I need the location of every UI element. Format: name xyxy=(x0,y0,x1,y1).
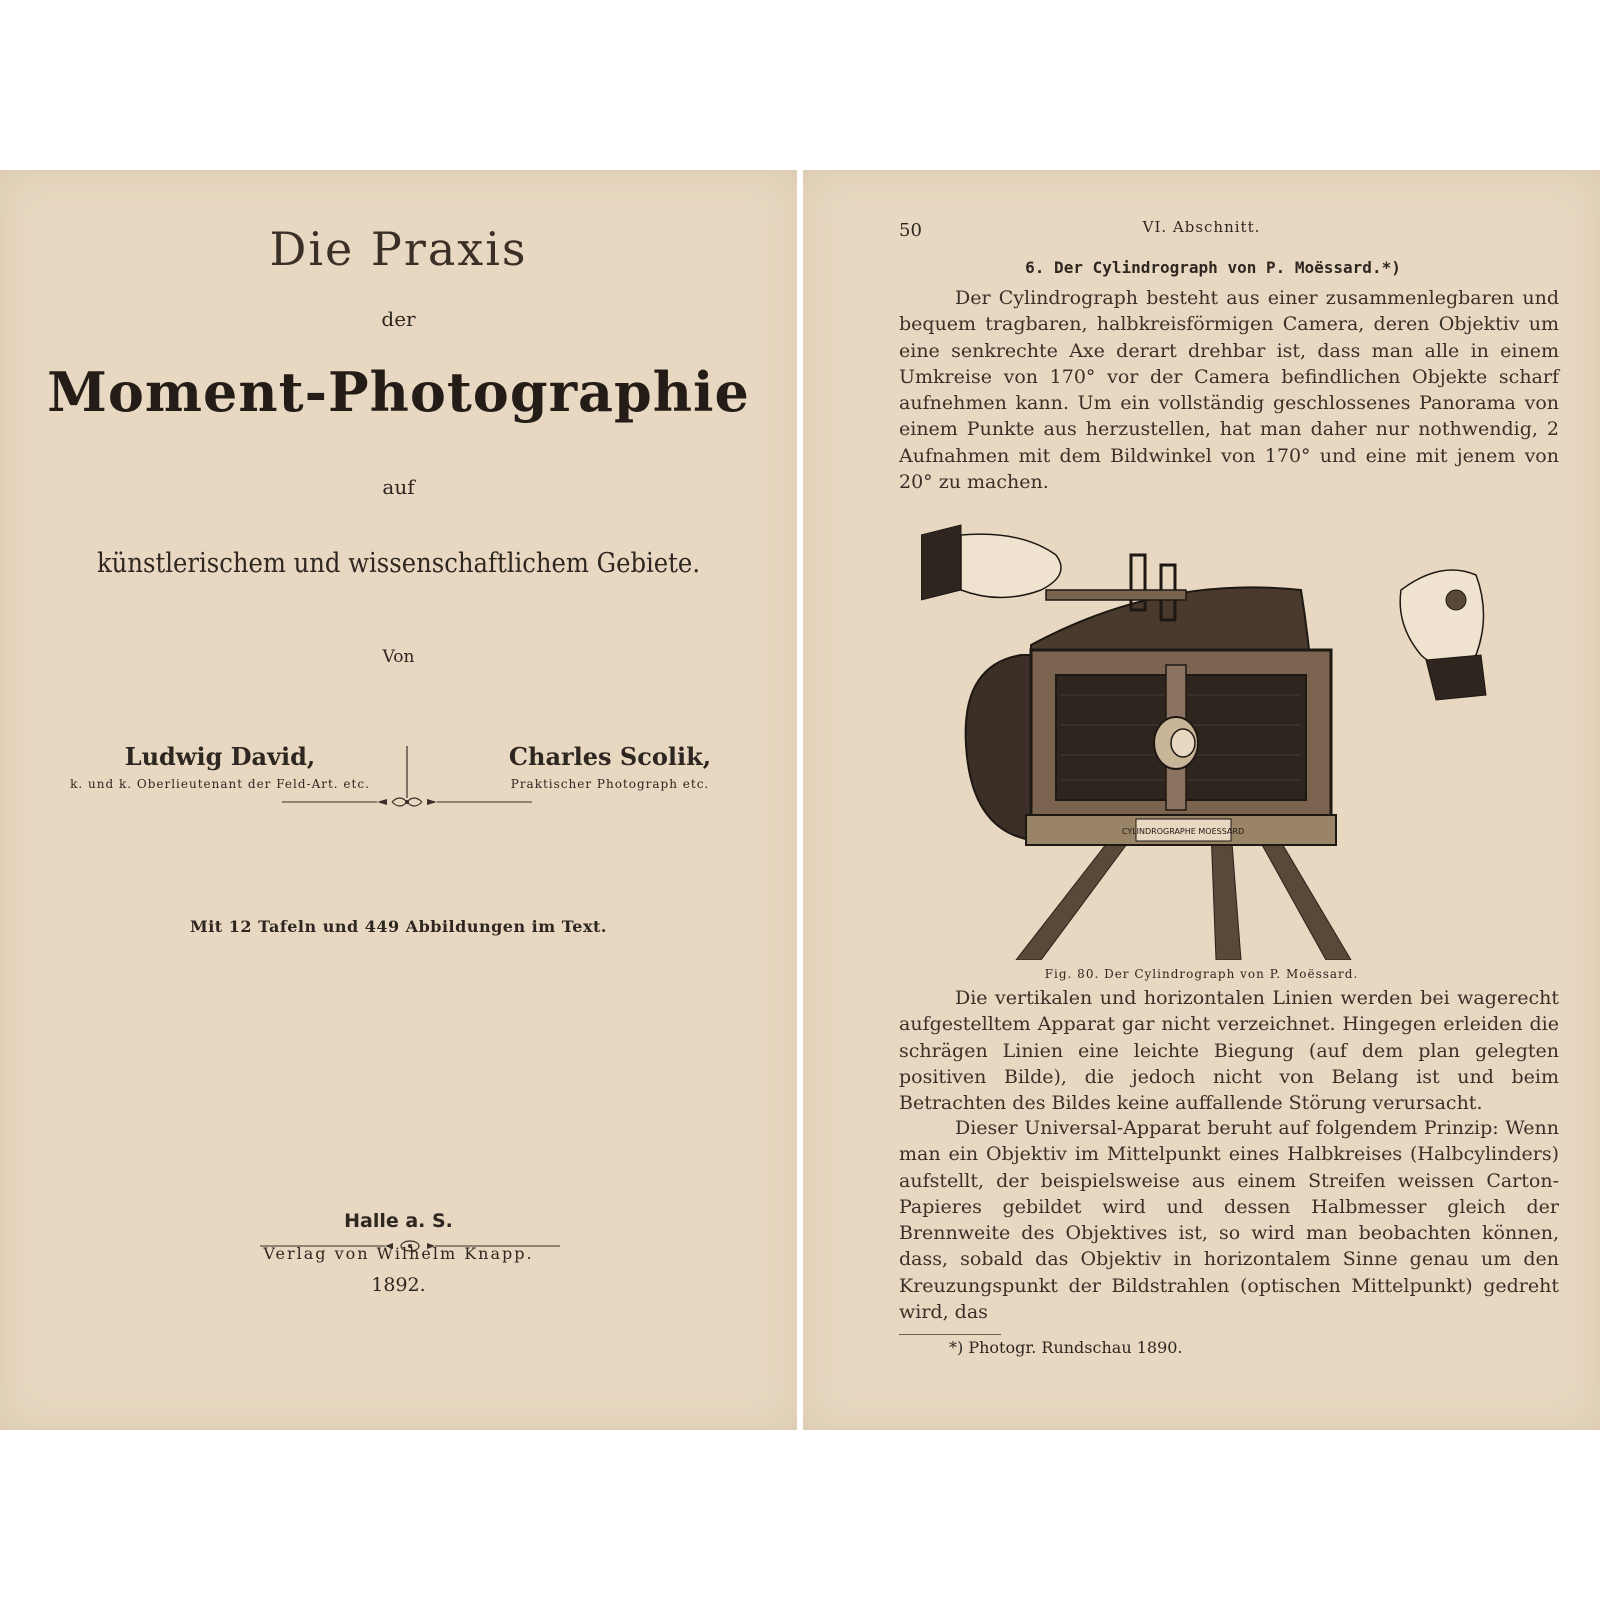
chapter-heading: 6. Der Cylindrograph von P. Moëssard.*) xyxy=(1025,258,1401,277)
footnote: *) Photogr. Rundschau 1890. xyxy=(949,1338,1183,1357)
author-right xyxy=(470,742,750,791)
paragraph-1: Der Cylindrograph besteht aus einer zusammenlegbaren und bequem tragbaren, halbkreisförmigen Camera, deren Objektiv um eine senkrechte Axe derart drehbar ist, dass man alle in einem Umkreise von 170° vor der Camera befindlichen Objekte scharf aufnehmen kann. Um ein vollständig geschlossenes Panorama von einem Punkte aus herzustellen, hat man daher nur nothwendig, 2 Aufnahmen mit dem Bildwinkel von 170° und eine mit jenem von 20° zu machen. xyxy=(899,287,1559,494)
by-line: Von xyxy=(382,647,415,667)
publisher-name: Verlag von Wilhelm Knapp. xyxy=(263,1244,534,1263)
author-left-name: Ludwig David, xyxy=(124,742,316,771)
paragraph-2: Die vertikalen und horizontalen Linien werden bei wagerecht aufgestelltem Apparat gar nicht verzeichnet. Hingegen erleiden die schrägen Linien eine leichte Biegung (auf dem plan gelegten positiven Bilde), die jedoch nicht von Belang ist und beim Betrachten des Bildes keine auffallende Störung verursacht. xyxy=(899,987,1559,1115)
publication-year: 1892. xyxy=(371,1274,426,1296)
title-page xyxy=(0,170,797,1430)
paragraph-3: Dieser Universal-Apparat beruht auf folgendem Prinzip: Wenn man ein Objektiv im Mittelpunkt eines Halbkreises (Halbcylinders) aufstellt, der beispielsweise aus einem Streifen weissen Carton-Papieres gebildet wird und dessen Halbmesser gleich der Brennweite des Objektives ist, so wird man beobachten können, dass, sobald das Objektiv in horizontalem Sinne genau um den Kreuzungspunkt der Bildstrahlen (optischen Mittelpunkt) gedreht wird, das xyxy=(899,1117,1559,1324)
figure-caption: Fig. 80. Der Cylindrograph von P. Moëssard. xyxy=(1044,967,1359,981)
author-left xyxy=(60,742,380,791)
text-page xyxy=(803,170,1600,1430)
author-right-title: Praktischer Photograph etc. xyxy=(510,777,710,791)
illustrations-note: Mit 12 Tafeln und 449 Abbildungen im Text. xyxy=(190,917,607,936)
book-title-main: Moment-Photographie xyxy=(47,360,750,424)
footnote-rule xyxy=(899,1334,1001,1335)
page-number: 50 xyxy=(899,220,922,241)
title-connector-auf: auf xyxy=(382,475,415,499)
title-connector-der: der xyxy=(381,307,416,331)
cylindrograph-engraving xyxy=(921,515,1561,960)
running-head: VI. Abschnitt. xyxy=(1142,218,1261,236)
ornament-rule xyxy=(282,792,532,812)
author-separator xyxy=(406,746,408,798)
author-right-name: Charles Scolik, xyxy=(508,742,712,771)
book-subtitle: künstlerischem und wissenschaftlichem Gebiete. xyxy=(96,548,701,579)
left-hand-icon xyxy=(921,525,1061,600)
book-title-top: Die Praxis xyxy=(269,222,528,276)
right-hand-icon xyxy=(1400,570,1486,700)
camera-label: CYLINDROGRAPHE MOESSARD xyxy=(1121,827,1245,836)
author-left-title: k. und k. Oberlieutenant der Feld-Art. etc. xyxy=(70,777,370,791)
publisher-place: Halle a. S. xyxy=(344,1210,453,1232)
